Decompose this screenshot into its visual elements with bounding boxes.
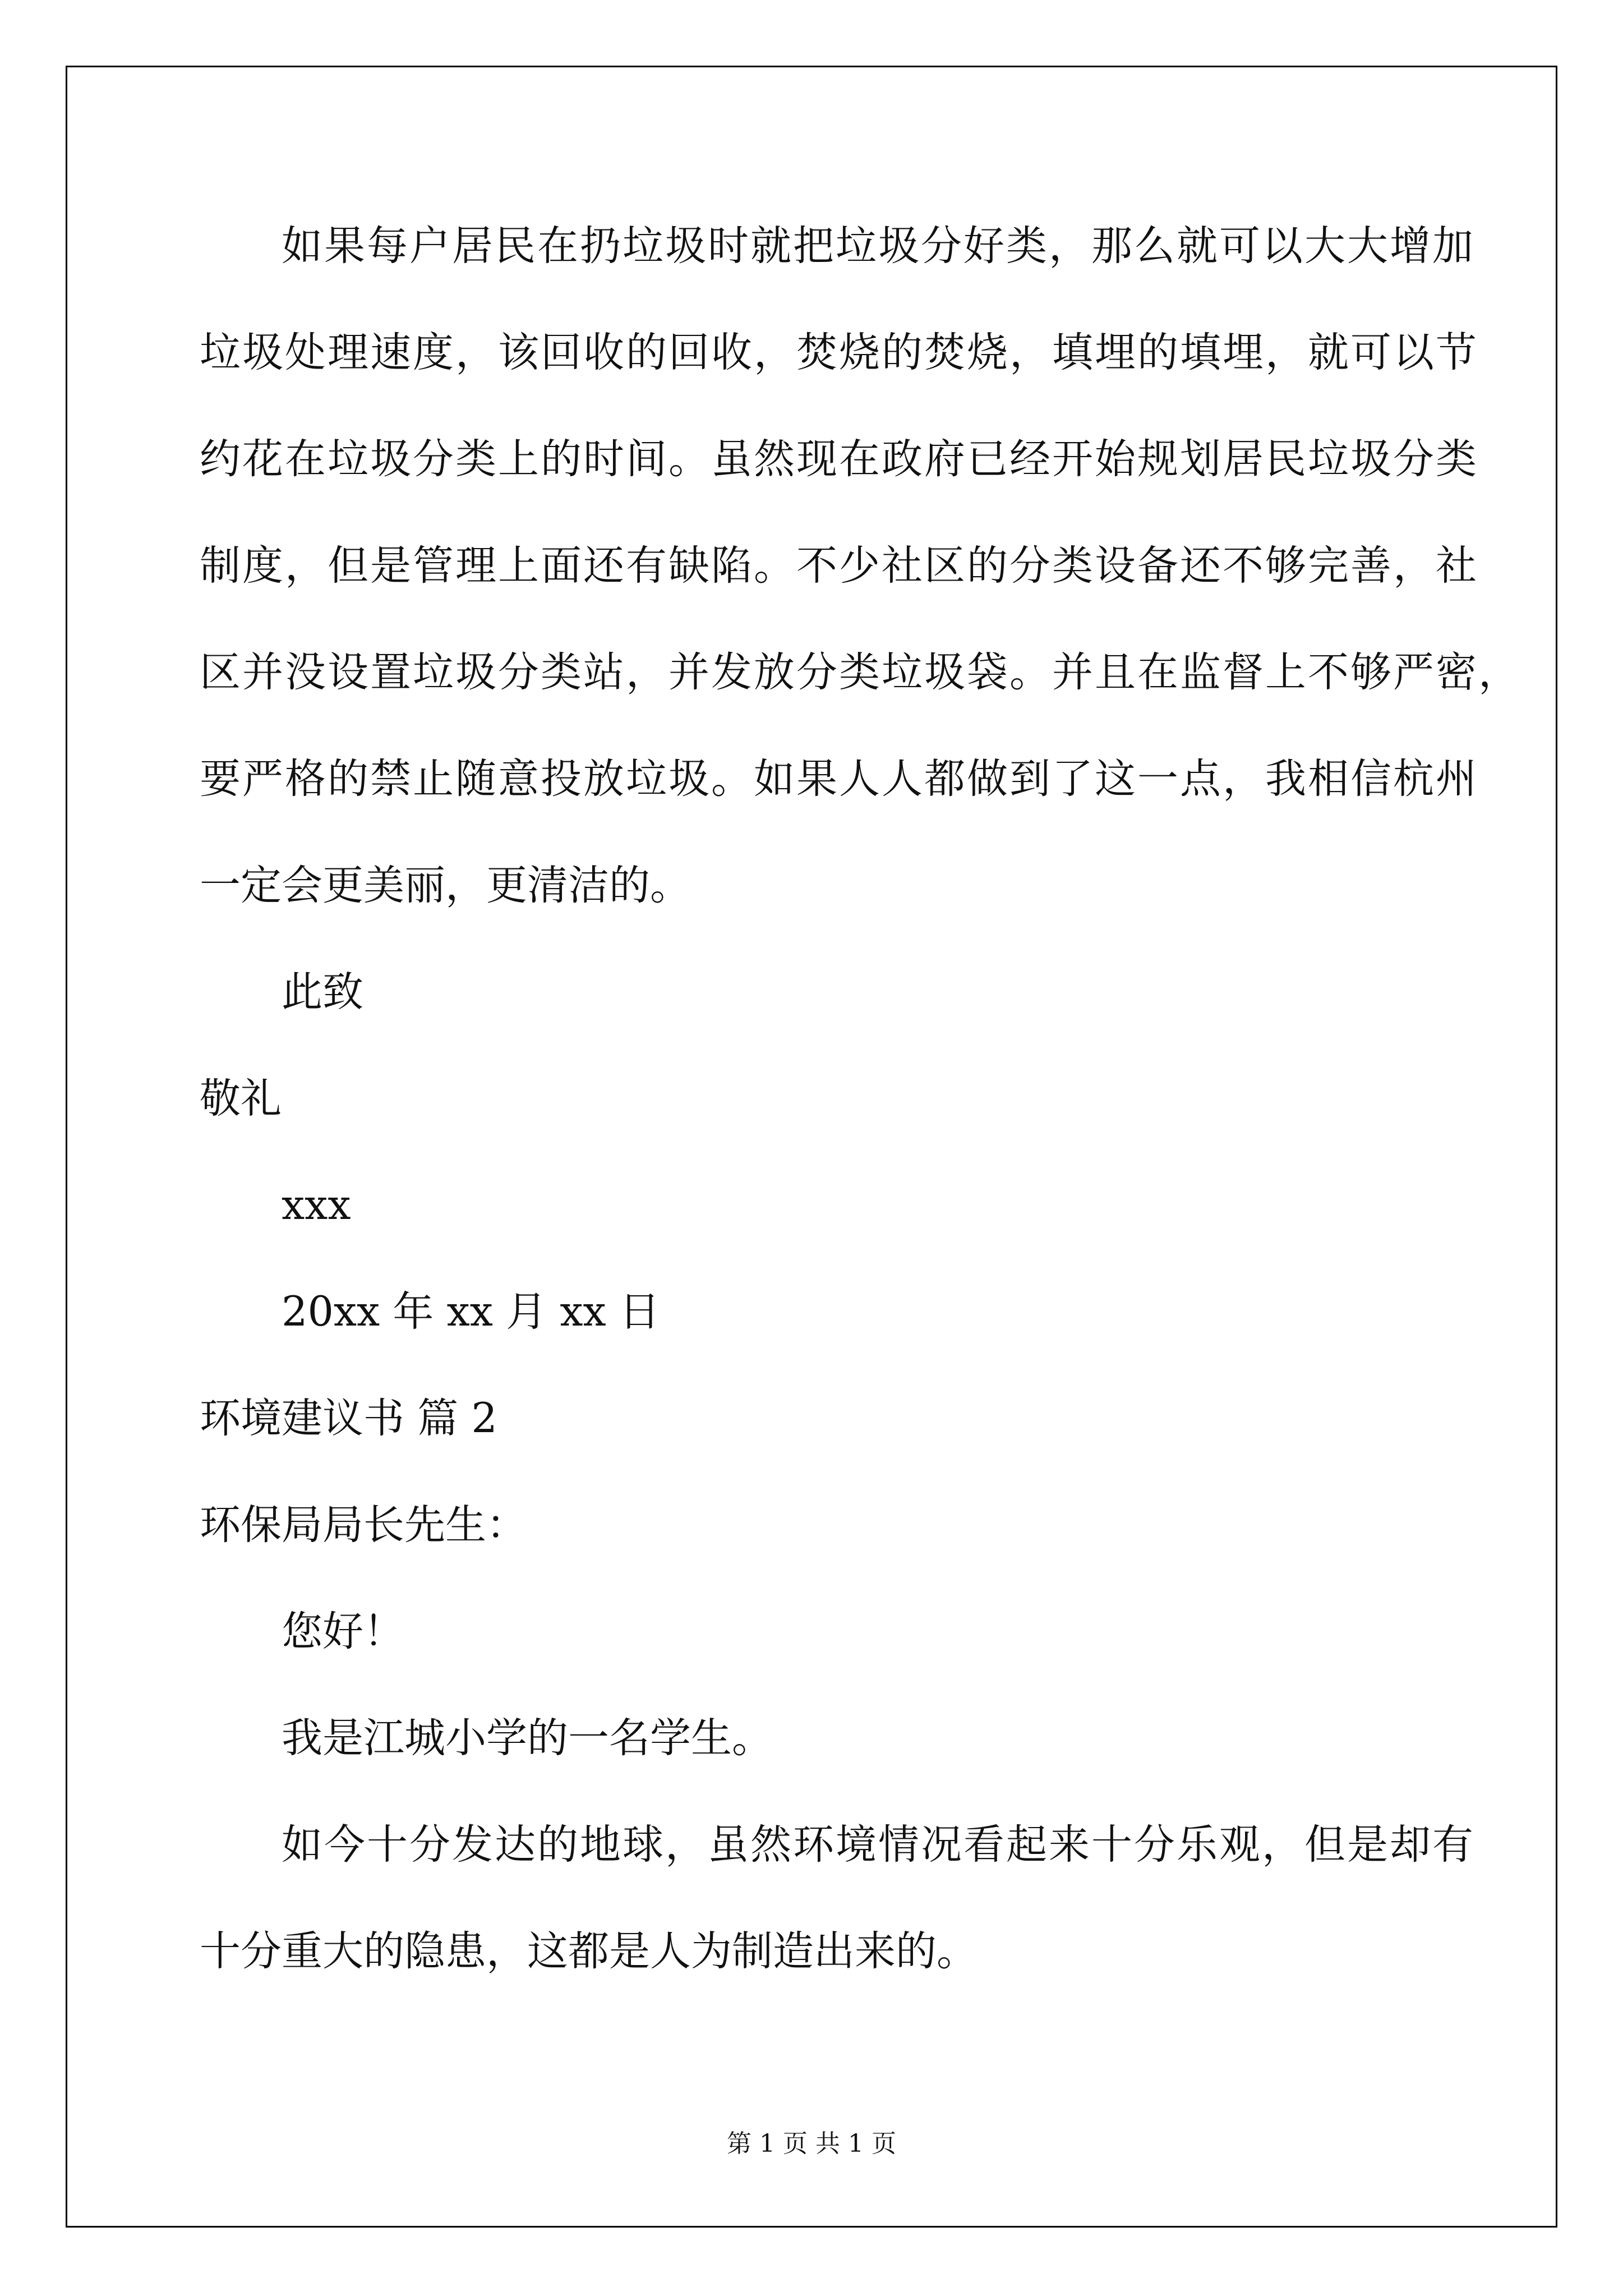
intro: 我是江城小学的一名学生。 [282,1714,773,1762]
date: 20xx 年 xx 月 xx 日 [282,1288,660,1336]
signature: xxx [282,1181,351,1229]
page-footer: 第 1 页 共 1 页 [727,2129,896,2158]
paragraph-line: 约花在垃圾分类上的时间。虽然现在政府已经开始规划居民垃圾分类 [200,435,1478,483]
closing-jingli: 敬礼 [200,1075,282,1122]
salutation: 环保局局长先生： [200,1501,527,1549]
paragraph-line: 如果每户居民在扔垃圾时就把垃圾分好类，那么就可以大大增加 [282,222,1475,270]
paragraph-line: 区并没设置垃圾分类站，并发放分类垃圾袋。并且在监督上不够严密， [200,648,1521,696]
paragraph-line: 如今十分发达的地球，虽然环境情况看起来十分乐观，但是却有 [282,1821,1475,1869]
paragraph-line: 十分重大的隐患，这都是人为制造出来的。 [200,1927,978,1975]
paragraph-line: 要严格的禁止随意投放垃圾。如果人人都做到了这一点，我相信杭州 [200,755,1478,803]
paragraph-line: 制度，但是管理上面还有缺陷。不少社区的分类设备还不够完善，社 [200,542,1478,590]
closing-ci: 此致 [282,968,363,1016]
greeting: 您好！ [282,1608,404,1655]
paragraph-line: 垃圾处理速度，该回收的回收，焚烧的焚烧，填埋的填埋，就可以节 [200,329,1478,376]
page-border [66,66,1557,2228]
section-title: 环境建议书 篇 2 [200,1395,497,1442]
paragraph-line: 一定会更美丽，更清洁的。 [200,862,691,909]
